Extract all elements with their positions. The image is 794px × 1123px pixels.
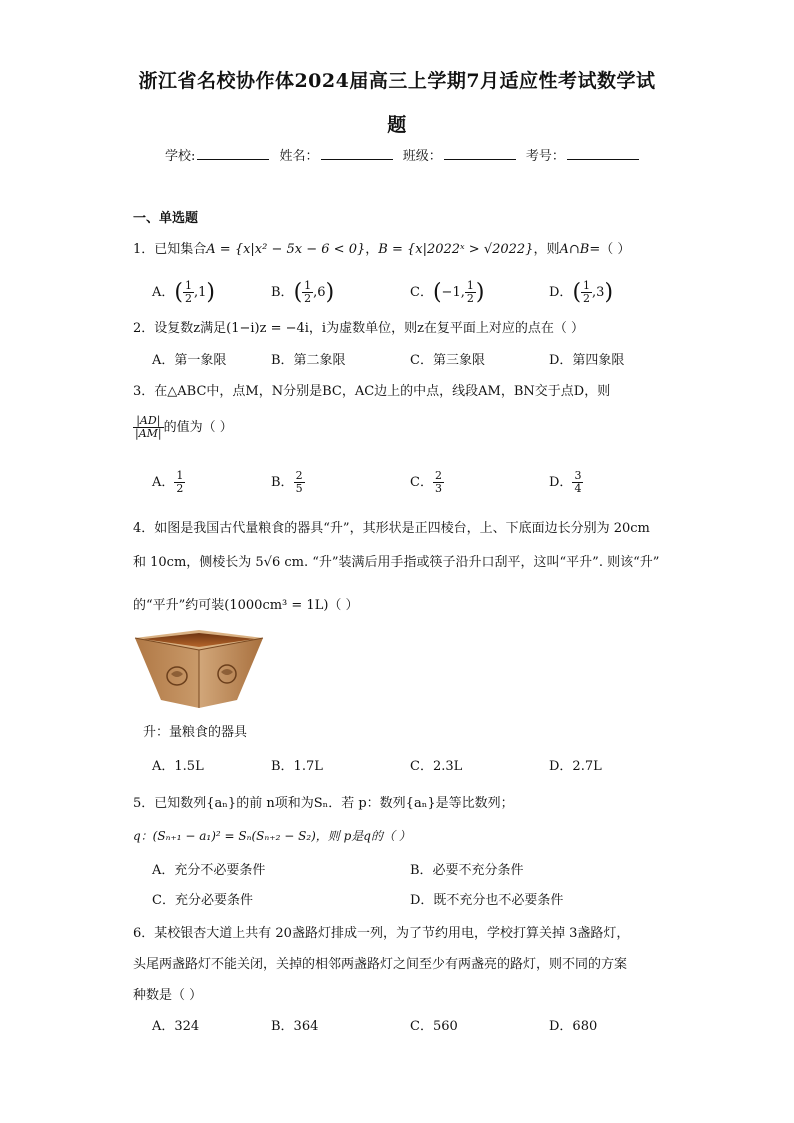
- option-tail: ,1: [193, 285, 207, 300]
- q5-option-b[interactable]: B．必要不充分条件: [410, 863, 524, 878]
- q3-option-a[interactable]: [152, 470, 185, 495]
- fraction: [174, 470, 185, 495]
- exam-title-line1: 浙江省名校协作体2024届高三上学期7月适应性考试数学试: [138, 70, 656, 92]
- option-letter: A．: [152, 285, 175, 300]
- name-blank[interactable]: [321, 147, 393, 160]
- paren: (: [293, 280, 303, 305]
- denominator: 2: [466, 292, 474, 305]
- q3-tail-text: 的值为（ ）: [163, 420, 233, 435]
- option-letter: B．: [271, 285, 294, 300]
- numerator: 1: [466, 279, 474, 292]
- denominator: 2: [583, 292, 591, 305]
- paren: (: [432, 280, 442, 305]
- q1-text3: =（ ）: [589, 242, 631, 257]
- question-6-line2: 头尾两盏路灯不能关闭，关掉的相邻两盏路灯之间至少有两盏亮的路灯，则不同的方案: [133, 957, 628, 972]
- q1-set-a: A = {x|x² − 5x − 6 < 0}: [206, 242, 366, 257]
- option-letter: D．: [549, 475, 573, 490]
- fraction: [572, 470, 583, 495]
- question-1-stem: [133, 238, 630, 257]
- q1-text2: ，则: [533, 242, 560, 257]
- q2-option-c[interactable]: C．第三象限: [410, 353, 485, 368]
- school-blank[interactable]: [197, 147, 269, 160]
- question-2-stem: 2．设复数z满足(1−i)z = −4i，i为虚数单位，则z在复平面上对应的点在（ ）: [133, 321, 585, 336]
- q6-option-d[interactable]: D．680: [549, 1019, 598, 1034]
- q1-option-b[interactable]: [271, 280, 334, 305]
- school-label: 学校:: [165, 149, 196, 164]
- q6-option-c[interactable]: C．560: [410, 1019, 458, 1034]
- option-letter: A．: [152, 475, 175, 490]
- q4-option-d[interactable]: D．2.7L: [549, 759, 602, 774]
- option-letter: D．: [549, 285, 573, 300]
- question-6-line3: 种数是（ ）: [133, 988, 203, 1003]
- q6-option-a[interactable]: A．324: [152, 1019, 200, 1034]
- question-5-line1: 5．已知数列{aₙ}的前 n项和为Sₙ．若 p：数列{aₙ}是等比数列；: [133, 796, 514, 811]
- question-5-line2: q：(Sₙ₊₁ − a₁)² = Sₙ(Sₙ₊₂ − S₂)，则 p是q的（ ）: [133, 829, 411, 843]
- q5-option-a[interactable]: A．充分不必要条件: [152, 863, 266, 878]
- section-heading: 一、单选题: [133, 211, 199, 226]
- numerator: 3: [574, 469, 582, 482]
- name-label: 姓名：: [279, 149, 319, 164]
- option-letter: C．: [410, 475, 433, 490]
- question-6-line1: 6．某校银杏大道上共有 20盏路灯排成一列，为了节约用电，学校打算关掉 3盏路灯，: [133, 926, 630, 941]
- q1-expr: A∩B: [559, 242, 590, 257]
- q3-option-b[interactable]: [271, 470, 305, 495]
- question-4-line1: 4．如图是我国古代量粮食的器具“升”，其形状是正四棱台，上、下底面边长分别为 20cm: [133, 521, 650, 536]
- ratio-fraction: [133, 415, 164, 440]
- question-3-tail: [133, 415, 233, 440]
- paren: ): [325, 280, 335, 305]
- option-tail: ,3: [592, 285, 605, 300]
- id-label: 考号：: [525, 149, 565, 164]
- q1-option-c[interactable]: [410, 280, 484, 305]
- question-3-stem: 3．在△ABC中，点M，N分别是BC，AC边上的中点，线段AM，BN交于点D，则: [133, 384, 611, 399]
- denominator: 5: [295, 482, 303, 495]
- q1-option-d[interactable]: [549, 280, 613, 305]
- q4-option-c[interactable]: C．2.3L: [410, 759, 463, 774]
- paren: ): [475, 280, 485, 305]
- numerator: |AD|: [133, 415, 164, 428]
- q1-set-b: B = {x|2022ˣ > √2022}: [378, 242, 534, 257]
- paren: (: [174, 280, 183, 305]
- exam-title-line2: 题: [387, 114, 407, 136]
- fraction: [433, 470, 444, 495]
- option-tail: ,6: [313, 285, 326, 300]
- q1-sep: ，: [365, 242, 379, 257]
- q5-option-d[interactable]: D．既不充分也不必要条件: [410, 893, 564, 908]
- paren: (: [572, 280, 582, 305]
- q3-option-d[interactable]: [549, 470, 583, 495]
- denominator: 4: [574, 482, 582, 495]
- paren: ): [604, 280, 614, 305]
- q1-option-a[interactable]: [152, 280, 215, 305]
- option-letter: C．: [410, 285, 433, 300]
- denominator: 2: [304, 292, 312, 305]
- fraction: [465, 280, 476, 305]
- option-head: −1,: [441, 285, 465, 300]
- numerator: 2: [434, 469, 442, 482]
- numerator: 1: [304, 279, 312, 292]
- image-caption: 升：量粮食的器具: [143, 725, 248, 740]
- question-4-line2: 和 10cm，侧棱长为 5√6 cm. “升”装满后用手指或筷子沿升口刮平，这叫“平升”. 则该“升”: [133, 555, 660, 570]
- numerator: 1: [176, 469, 184, 482]
- denominator: |AM|: [135, 427, 162, 440]
- student-info-row: [165, 145, 641, 164]
- q4-option-b[interactable]: B．1.7L: [271, 759, 323, 774]
- class-blank[interactable]: [444, 147, 516, 160]
- q6-option-b[interactable]: B．364: [271, 1019, 319, 1034]
- q2-option-d[interactable]: D．第四象限: [549, 353, 625, 368]
- q1-text: 1．已知集合: [133, 242, 207, 257]
- denominator: 2: [176, 482, 184, 495]
- denominator: 3: [434, 482, 442, 495]
- class-label: 班级：: [402, 149, 442, 164]
- fraction: [581, 280, 592, 305]
- wooden-sheng-measure-image: [133, 628, 265, 710]
- numerator: 1: [583, 279, 591, 292]
- q3-option-c[interactable]: [410, 470, 444, 495]
- numerator: 1: [184, 279, 192, 292]
- q2-option-a[interactable]: A．第一象限: [152, 353, 227, 368]
- question-4-line3: 的“平升”约可装(1000cm³ = 1L)（ ）: [133, 598, 359, 613]
- paren: ): [206, 280, 215, 305]
- q2-option-b[interactable]: B．第二象限: [271, 353, 346, 368]
- option-letter: B．: [271, 475, 294, 490]
- q4-option-a[interactable]: A．1.5L: [152, 759, 204, 774]
- fraction: [183, 280, 194, 305]
- numerator: 2: [295, 469, 303, 482]
- denominator: 2: [184, 292, 192, 305]
- id-blank[interactable]: [567, 147, 639, 160]
- fraction: [294, 470, 305, 495]
- fraction: [302, 280, 313, 305]
- q5-option-c[interactable]: C．充分必要条件: [152, 893, 253, 908]
